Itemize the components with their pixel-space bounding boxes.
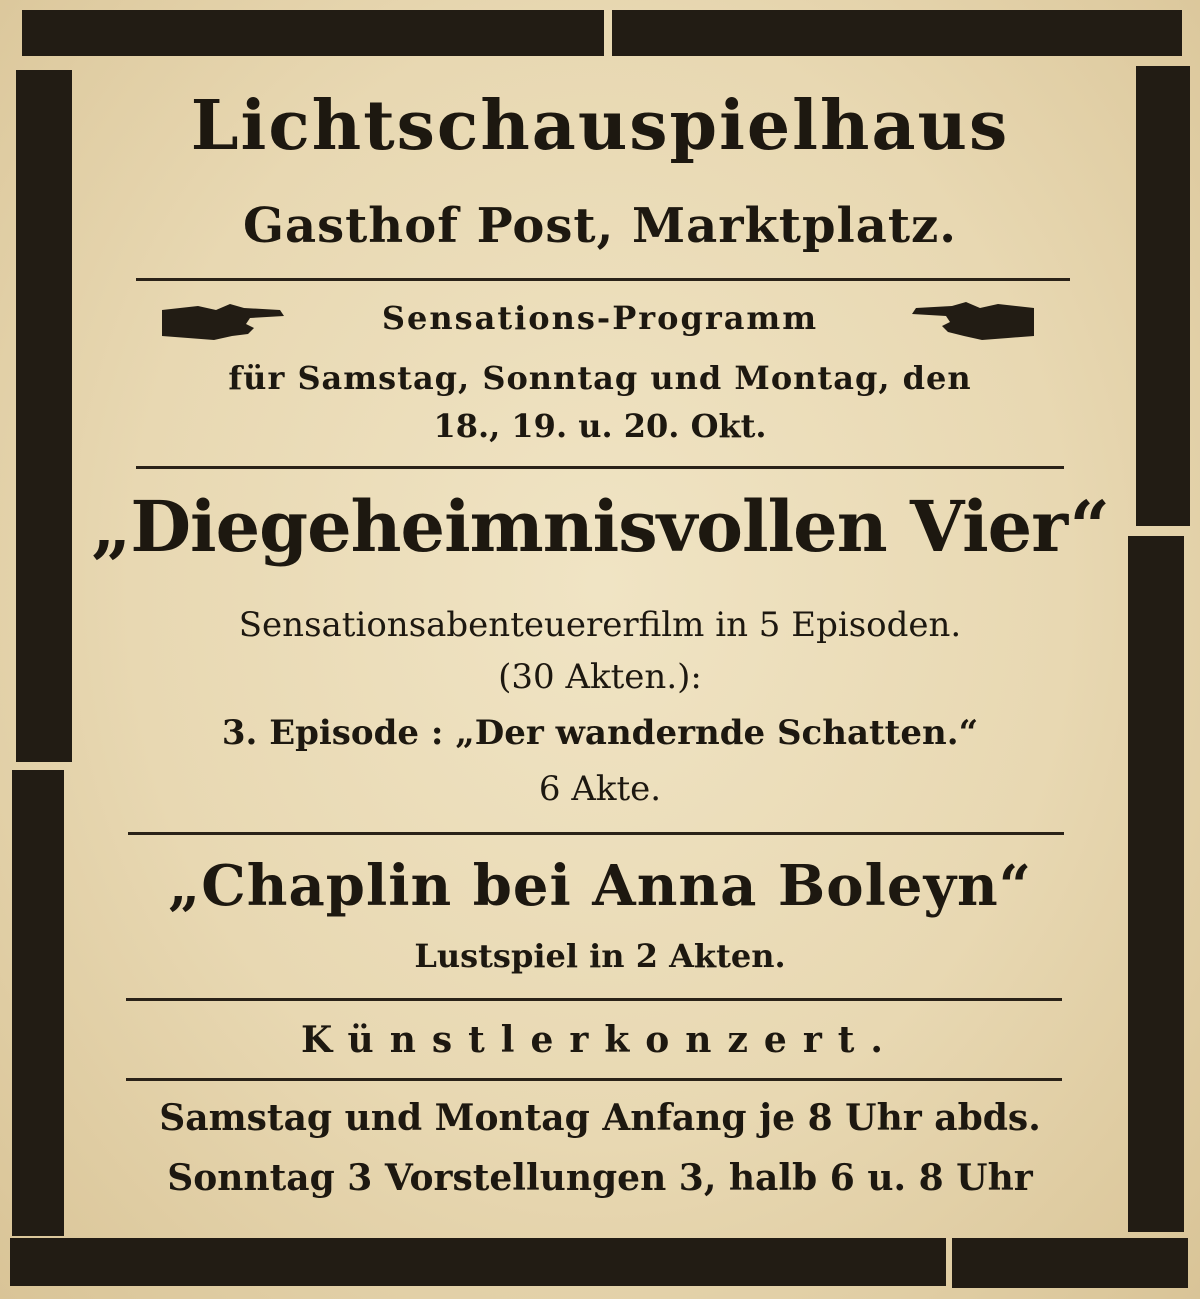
film-title: „Chaplin bei Anna Boleyn“ [168,853,1032,919]
film-acts: (30 Akten.): [498,657,702,697]
border-bottom-left [10,1238,946,1286]
episode-title: 3. Episode : „Der wandernde Schatten.“ [221,713,979,753]
episode-acts: 6 Akte. [538,769,662,809]
film-description: Sensationsabenteuererfilm in 5 Episoden. [238,605,962,645]
border-left-lower [12,770,64,1236]
border-left-upper [16,70,72,762]
concert-heading: Künstlerkonzert. [301,1019,899,1061]
divider [136,278,1070,281]
divider [128,832,1064,835]
showtimes-weekday: Samstag und Montag Anfang je 8 Uhr abds. [159,1097,1041,1139]
border-right-upper [1136,66,1190,526]
program-dates: 18., 19. u. 20. Okt. [433,407,767,445]
cinema-address: Gasthof Post, Marktplatz. [243,198,957,254]
divider [136,466,1064,469]
divider [126,998,1062,1001]
border-top-right [612,10,1182,56]
divider [126,1078,1062,1081]
film-description: Lustspiel in 2 Akten. [414,937,786,975]
border-top-left [22,10,604,56]
showtimes-sunday: Sonntag 3 Vorstellungen 3, halb 6 u. 8 Uhr [167,1157,1033,1199]
border-bottom-right [952,1238,1188,1288]
border-right-lower [1128,536,1184,1232]
program-days: für Samstag, Sonntag und Montag, den [228,359,972,397]
program-heading: Sensations-Programm [381,299,819,337]
film-title: „Diegeheimnisvollen Vier“ [91,485,1109,568]
cinema-name: Lichtschauspielhaus [190,86,1010,166]
